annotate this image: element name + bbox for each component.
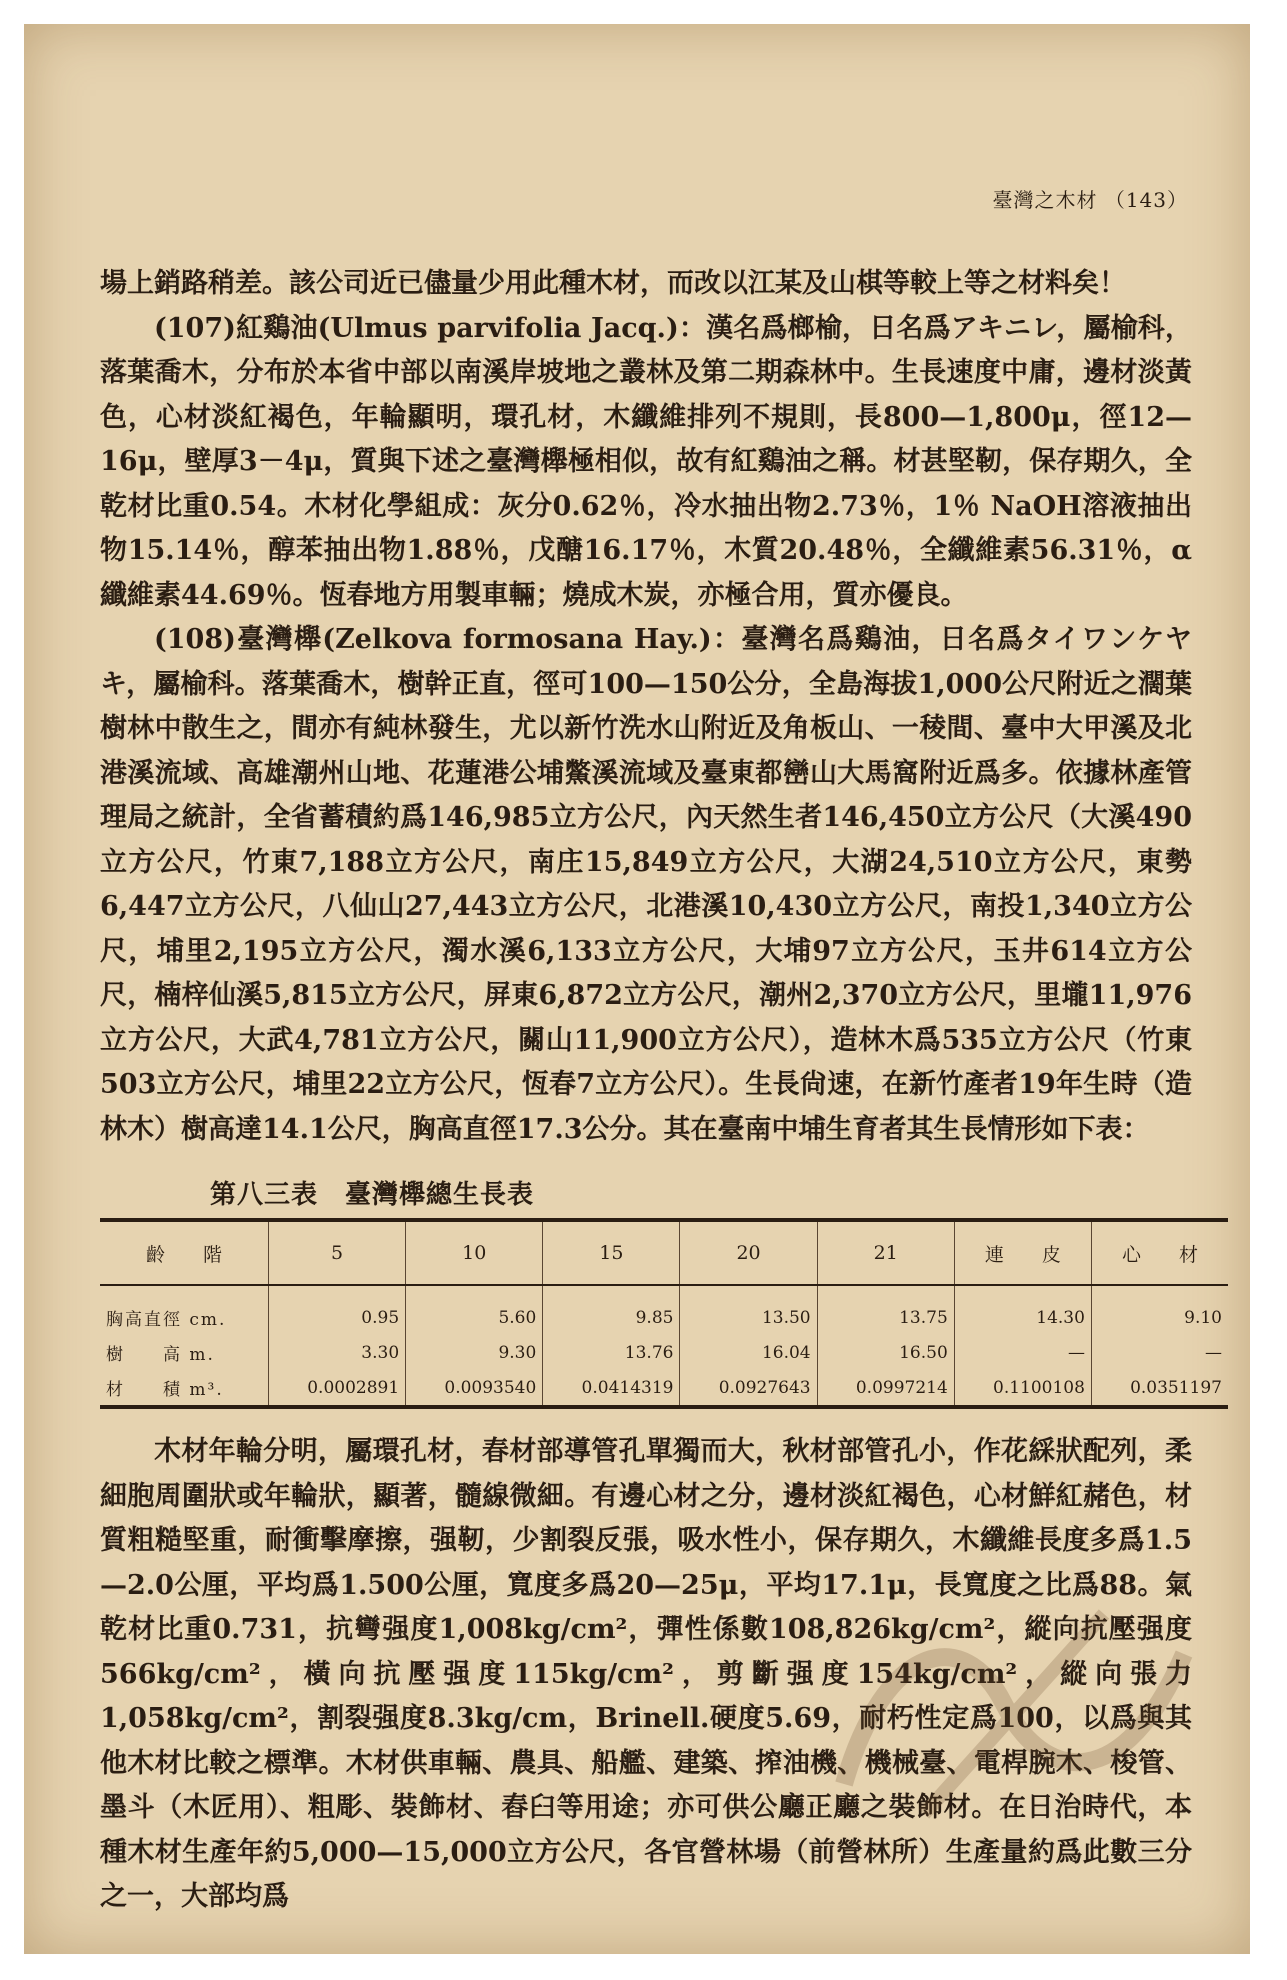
table-cell: 13.75 <box>817 1285 954 1335</box>
table-header-row <box>100 1222 1228 1285</box>
body-text-top <box>100 262 1192 1152</box>
table-cell: 3.30 <box>269 1335 406 1370</box>
table-cell: 9.30 <box>406 1335 543 1370</box>
table-cell: 16.50 <box>817 1335 954 1370</box>
table-cell: 0.0002891 <box>269 1370 406 1405</box>
table-cell: 胸高直徑 cm. <box>106 1310 227 1330</box>
table-cell: 0.0927643 <box>680 1370 817 1405</box>
table-header-cell: 15 <box>543 1222 680 1285</box>
table-cell: 0.0414319 <box>543 1370 680 1405</box>
table-cell: 14.30 <box>954 1285 1091 1335</box>
watermark-stamp <box>804 1584 1224 1834</box>
table-header-cell: 齡 階 <box>100 1222 269 1285</box>
table-cell: 0.0351197 <box>1091 1370 1228 1405</box>
table-cell: 0.1100108 <box>954 1370 1091 1405</box>
table-cell: 5.60 <box>406 1285 543 1335</box>
table-cell: 13.50 <box>680 1285 817 1335</box>
table-row <box>100 1285 1228 1335</box>
table-header-cell: 21 <box>817 1222 954 1285</box>
table-header-cell: 20 <box>680 1222 817 1285</box>
table-cell: 0.95 <box>269 1285 406 1335</box>
table-cell: 材 積 m³. <box>106 1380 224 1400</box>
table-header-cell: 心 材 <box>1091 1222 1228 1285</box>
table-cell: 16.04 <box>680 1335 817 1370</box>
paragraph: (107)紅鷄油(Ulmus parvifolia Jacq.)：漢名爲榔榆，日名爲アキニレ，屬榆科，落葉喬木，分布於本省中部以南溪岸坡地之叢林及第二期森林中。生長速度中庸，邊材淡黃色，心材淡紅褐色，年輪顯明，環孔材，木纖維排列不規則，長800—1,800μ，徑12—16μ，壁厚3－4μ，質與下述之臺灣櫸極相似，故有紅鷄油之稱。材甚堅靭，保存期久，全乾材比重0.54。木材化學組成：灰分0.62％，冷水抽出物2.73％，1％ NaOH溶液抽出物15.14％，醇苯抽出物1.88％，戊醣16.17％，木質20.48％，全纖維素56.31％，α纖維素44.69％。恆春地方用製車輛；燒成木炭，亦極合用，質亦優良。 <box>100 312 1192 611</box>
running-header: 臺灣之木材 （143） <box>992 188 1188 212</box>
table-cell: 9.85 <box>543 1285 680 1335</box>
paragraph: (108)臺灣櫸(Zelkova formosana Hay.)：臺灣名爲鷄油，日名爲タイワンケヤキ，屬榆科。落葉喬木，樹幹正直，徑可100—150公分，全島海拔1,000公尺附近之濶葉樹林中散生之，間亦有純林發生，尤以新竹洗水山附近及角板山、一稜間、臺中大甲溪及北港溪流域、高雄潮州山地、花蓮港公埔鱉溪流域及臺東都巒山大馬窩附近爲多。依據林產管理局之統計，全省蓄積約爲146,985立方公尺，內天然生者146,450立方公尺（大溪490立方公尺，竹東7,188立方公尺，南庄15,849立方公尺，大湖24,510立方公尺，東勢6,447立方公尺，八仙山27,443立方公尺，北港溪10,430立方公尺，南投1,340立方公尺，埔里2,195立方公尺，濁水溪6,133立方公尺，大埔97立方公尺，玉井614立方公尺，楠梓仙溪5,815立方公尺，屏東6,872立方公尺，潮州2,370立方公尺，里壠11,976立方公尺，大武4,781立方公尺，關山11,900立方公尺），造林木爲535立方公尺（竹東503立方公尺，埔里22立方公尺，恆春7立方公尺）。生長尙速，在新竹產者19年生時（造林木）樹高達14.1公尺，胸高直徑17.3公分。其在臺南中埔生育者其生長情形如下表： <box>100 624 1192 1145</box>
table-cell: 0.0093540 <box>406 1370 543 1405</box>
table-cell: 13.76 <box>543 1335 680 1370</box>
table-row <box>100 1370 1228 1405</box>
book-page <box>24 24 1250 1954</box>
table-header-cell: 5 <box>269 1222 406 1285</box>
table-header-cell: 10 <box>406 1222 543 1285</box>
table-cell: — <box>1091 1335 1228 1370</box>
paragraph: 木材年輪分明，屬環孔材，春材部導管孔單獨而大，秋材部管孔小，作花綵狀配列，柔細胞周圍狀或年輪狀，顯著，髓線微細。有邊心材之分，邊材淡紅褐色，心材鮮紅赭色，材質粗糙堅重，耐衝擊摩擦，强靭，少割裂反張，吸水性小，保存期久，木纖維長度多爲1.5—2.0公厘，平均爲1.500公厘，寬度多爲20—25μ，平均17.1μ，長寬度之比爲88。氣乾材比重0.731，抗彎强度1,008kg/cm²，彈性係數108,826kg/cm²，縱向抗壓强度566kg/cm²，橫向抗壓强度115kg/cm²，剪斷强度154kg/cm²，縱向張力1,058kg/cm²，割裂强度8.3kg/cm，Brinell.硬度5.69，耐朽性定爲100，以爲與其他木材比較之標準。木材供車輛、農具、船艦、建築、搾油機、機械臺、電桿腕木、梭管、墨斗（木匠用）、粗彫、裝飾材、舂臼等用途；亦可供公廳正廳之裝飾材。在日治時代，本種木材生產年約5,000—15,000立方公尺，各官營林場（前營林所）生產量約爲此數三分之一，大部均爲 <box>100 1436 1192 1912</box>
table-cell: 9.10 <box>1091 1285 1228 1335</box>
table-header-cell: 連 皮 <box>954 1222 1091 1285</box>
growth-table <box>100 1218 1228 1409</box>
table-row <box>100 1335 1228 1370</box>
table-cell: 樹 高 m. <box>106 1345 215 1365</box>
table-cell: 0.0997214 <box>817 1370 954 1405</box>
table-caption: 第八三表 臺灣櫸總生長表 <box>210 1180 535 1210</box>
table-cell: — <box>954 1335 1091 1370</box>
paragraph: 場上銷路稍差。該公司近已儘量少用此種木材，而改以江某及山棋等較上等之材料矣！ <box>100 268 1126 299</box>
